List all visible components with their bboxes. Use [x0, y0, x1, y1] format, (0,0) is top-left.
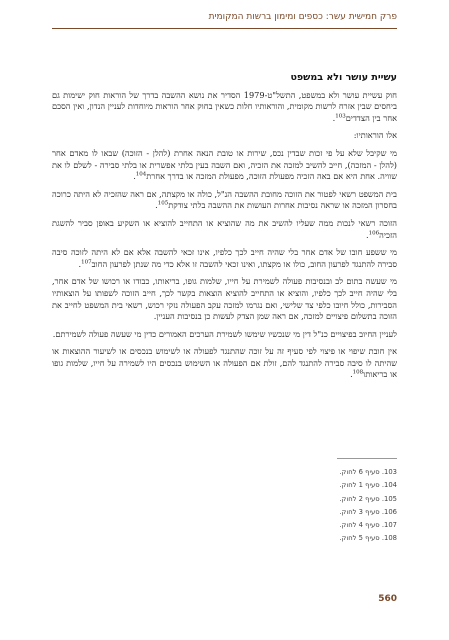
paragraph-7-text: מי שעשה בתום לב ובנסיבות פעולה לשמירת על חייו, שלמות גופו, בריאותו, כבודו או רכושו של אדם אחר, בלי שהיה חייב לכך כלפיו, והוציא או התחייב להוציא הוצאות בקשר לכך, חייב הזוכה לשפותו על הוצאותיו הסבירות, כולל חיובו כלפי צד שלישי, ואם נגרמו למזכה עקב הפעולה נזקי רכוש, רשאי בית המשפט לחייב את הזוכה בתשלום פיצויים למזכה, אם ראה שמן הצדק לעשות כן בנסיבות העניין. [52, 276, 397, 322]
footnote-ref-105[interactable]: 105 [157, 200, 169, 207]
paragraph-8-text: לעניין החיוב בפיצויים כנ"ל דין מי שנכשיו שימשו לשמירת הערכים האמורים כדין מי שעשה פעולה לשמירתם. [52, 328, 397, 339]
footnote-ref-107[interactable]: 107 [81, 258, 92, 265]
paragraph-9-text: אין חובת שיפוי או פיצוי לפי סעיף זה על זוכה שהתנגד לפעולה או לשימוש בנכסים או לשיעור ההוצאות או שהיתה לו סיבה סבירה להתנגד להם, זולת אם הפעולה או השימוש בנכסים היו לשמירה על חייו, שלמות גופו או בריאותו [52, 346, 397, 380]
footnote-item: 105. סעיף 2 לחוק. [339, 494, 397, 503]
paragraph-3-text: מי שקיבל שלא על פי זכות שבדין נכס, שירות או טובת הנאה אחרת (להלן - הזוכה) שבאו לו מאדם אחר (להלן - המזכה), חייב להשיב למזכה את הזכיה, ואם השבה בעין בלתי אפשרית או בלתי סבירה - לשלם לו את שוויה. אחת היא אם באה הזכיה מפעולת הזוכה, מפעולת המזכה או בדרך אחרת [52, 147, 397, 182]
paragraph-2-text: אלו הוראותיו: [353, 130, 397, 141]
paragraph-4: בית המשפט רשאי לפטור את הזוכה מחובת ההשבה הנ"ל, כולה או מקצתה, אם ראה שהזכיה לא היתה כרוכה בחסרון המזכה או שראה נסיבות אחרות העושות את ההשבה בלתי צודקת$^{105}$. [52, 188, 397, 211]
paragraph-6-text: מי ששפע חובו של אדם אחר בלי שהיה חייב לכך כלפיו, אינו זכאי להשבה אלא אם לא היתה לזוכה סיבה סבירה להתנגד לפרעון החוב, כולו או מקצתו, ואינו זכאי להשבה זו אלא כדי מה שנתן לפרעון החוב [52, 247, 397, 269]
paragraph-7 [52, 276, 397, 322]
footnote-ref-106[interactable]: 106 [368, 229, 380, 236]
header-rule [52, 28, 397, 29]
paragraph-3: מי שקיבל שלא על פי זכות שבדין נכס, שירות או טובת הנאה אחרת (להלן - הזוכה) שבאו לו מאדם אחר (להלן - המזכה), חייב להשיב למזכה את הזכיה, ואם השבה בעין בלתי אפשרית או בלתי סבירה - לשלם לו את שוויה. אחת היא אם באה הזכיה מפעולת הזוכה, מפעולת המזכה או בדרך אחרת$^{104}$. [52, 147, 397, 182]
paragraph-5-text: הזוכה רשאי לנכות ממה שעליו להשיב את מה שהוציא או התחייב להוציא או השקיע באופן סביר להשגת הזכיה [52, 217, 397, 240]
footnote-ref-104[interactable]: 104 [135, 171, 147, 178]
footnote-item: 108. סעיף 5 לחוק. [339, 534, 397, 543]
section-title: עשיית עושר ולא במשפט [290, 72, 397, 83]
paragraph-8 [52, 329, 397, 341]
paragraph-2 [52, 130, 397, 142]
page-number: 560 [378, 594, 397, 604]
footnote-item: 106. סעיף 3 לחוק. [339, 507, 397, 516]
footnote-item: 103. סעיף 6 לחוק. [339, 468, 397, 476]
paragraph-1: חוק עשיית עושר ולא במשפט, התשל"ט-1979 הסדיר את נושא ההשבה בדרך של הוראות חוק ישימות גם ביחסים שבין אזרח לרשות מקומית, והוראותיו חלות כשאין בחוק אחר הוראות מיוחדות לעניין הנדון, ואין הסכם אחר בין הצדדים$^{103}$. [52, 89, 397, 123]
paragraph-4-text: בית המשפט רשאי לפטור את הזוכה מחובת ההשבה הנ"ל, כולה או מקצתה, אם ראה שהזכיה לא היתה כרוכה בחסרון המזכה או שראה נסיבות אחרות העושות את ההשבה בלתי צודקת [52, 188, 397, 211]
footnote-item: 107. סעיף 4 לחוק. [339, 521, 397, 530]
paragraph-5: הזוכה רשאי לנכות ממה שעליו להשיב את מה שהוציא או התחייב להוציא או השקיע באופן סביר להשגת הזכיה$^{106}$. [52, 217, 397, 240]
footnote-ref-108[interactable]: 108 [352, 369, 364, 376]
paragraph-9: אין חובת שיפוי או פיצוי לפי סעיף זה על זוכה שהתנגד לפעולה או לשימוש בנכסים או לשיעור ההוצאות או שהיתה לו סיבה סבירה להתנגד להם, זולת אם הפעולה או השימוש בנכסים היו לשמירה על חייו, שלמות גופו או בריאותו$^{108}$. [52, 346, 397, 380]
footnotes-list [52, 466, 397, 546]
running-header: פרק חמישית עשר: כספים ומימון ברשות המקומית [208, 12, 397, 22]
footnote-item: 104. סעיף 1 לחוק. [339, 481, 397, 490]
footnote-rule [337, 458, 397, 459]
footnote-ref-103[interactable]: 103 [335, 113, 346, 120]
paragraph-1-text: חוק עשיית עושר ולא במשפט, התשל"ט-1979 הסדיר את נושא ההשבה בדרך של הוראות חוק ישימות גם ביחסים שבין אזרח לרשות מקומית, והוראותיו חלות כשאין בחוק אחר הוראות מיוחדות לעניין הנדון, ואין הסכם אחר בין הצדדים [52, 89, 397, 123]
paragraph-6: מי ששפע חובו של אדם אחר בלי שהיה חייב לכך כלפיו, אינו זכאי להשבה אלא אם לא היתה לזוכה סיבה סבירה להתנגד לפרעון החוב, כולו או מקצתו, ואינו זכאי להשבה זו אלא כדי מה שנתן לפרעון החוב$^{107}$. [52, 247, 397, 269]
main-content [52, 72, 397, 387]
